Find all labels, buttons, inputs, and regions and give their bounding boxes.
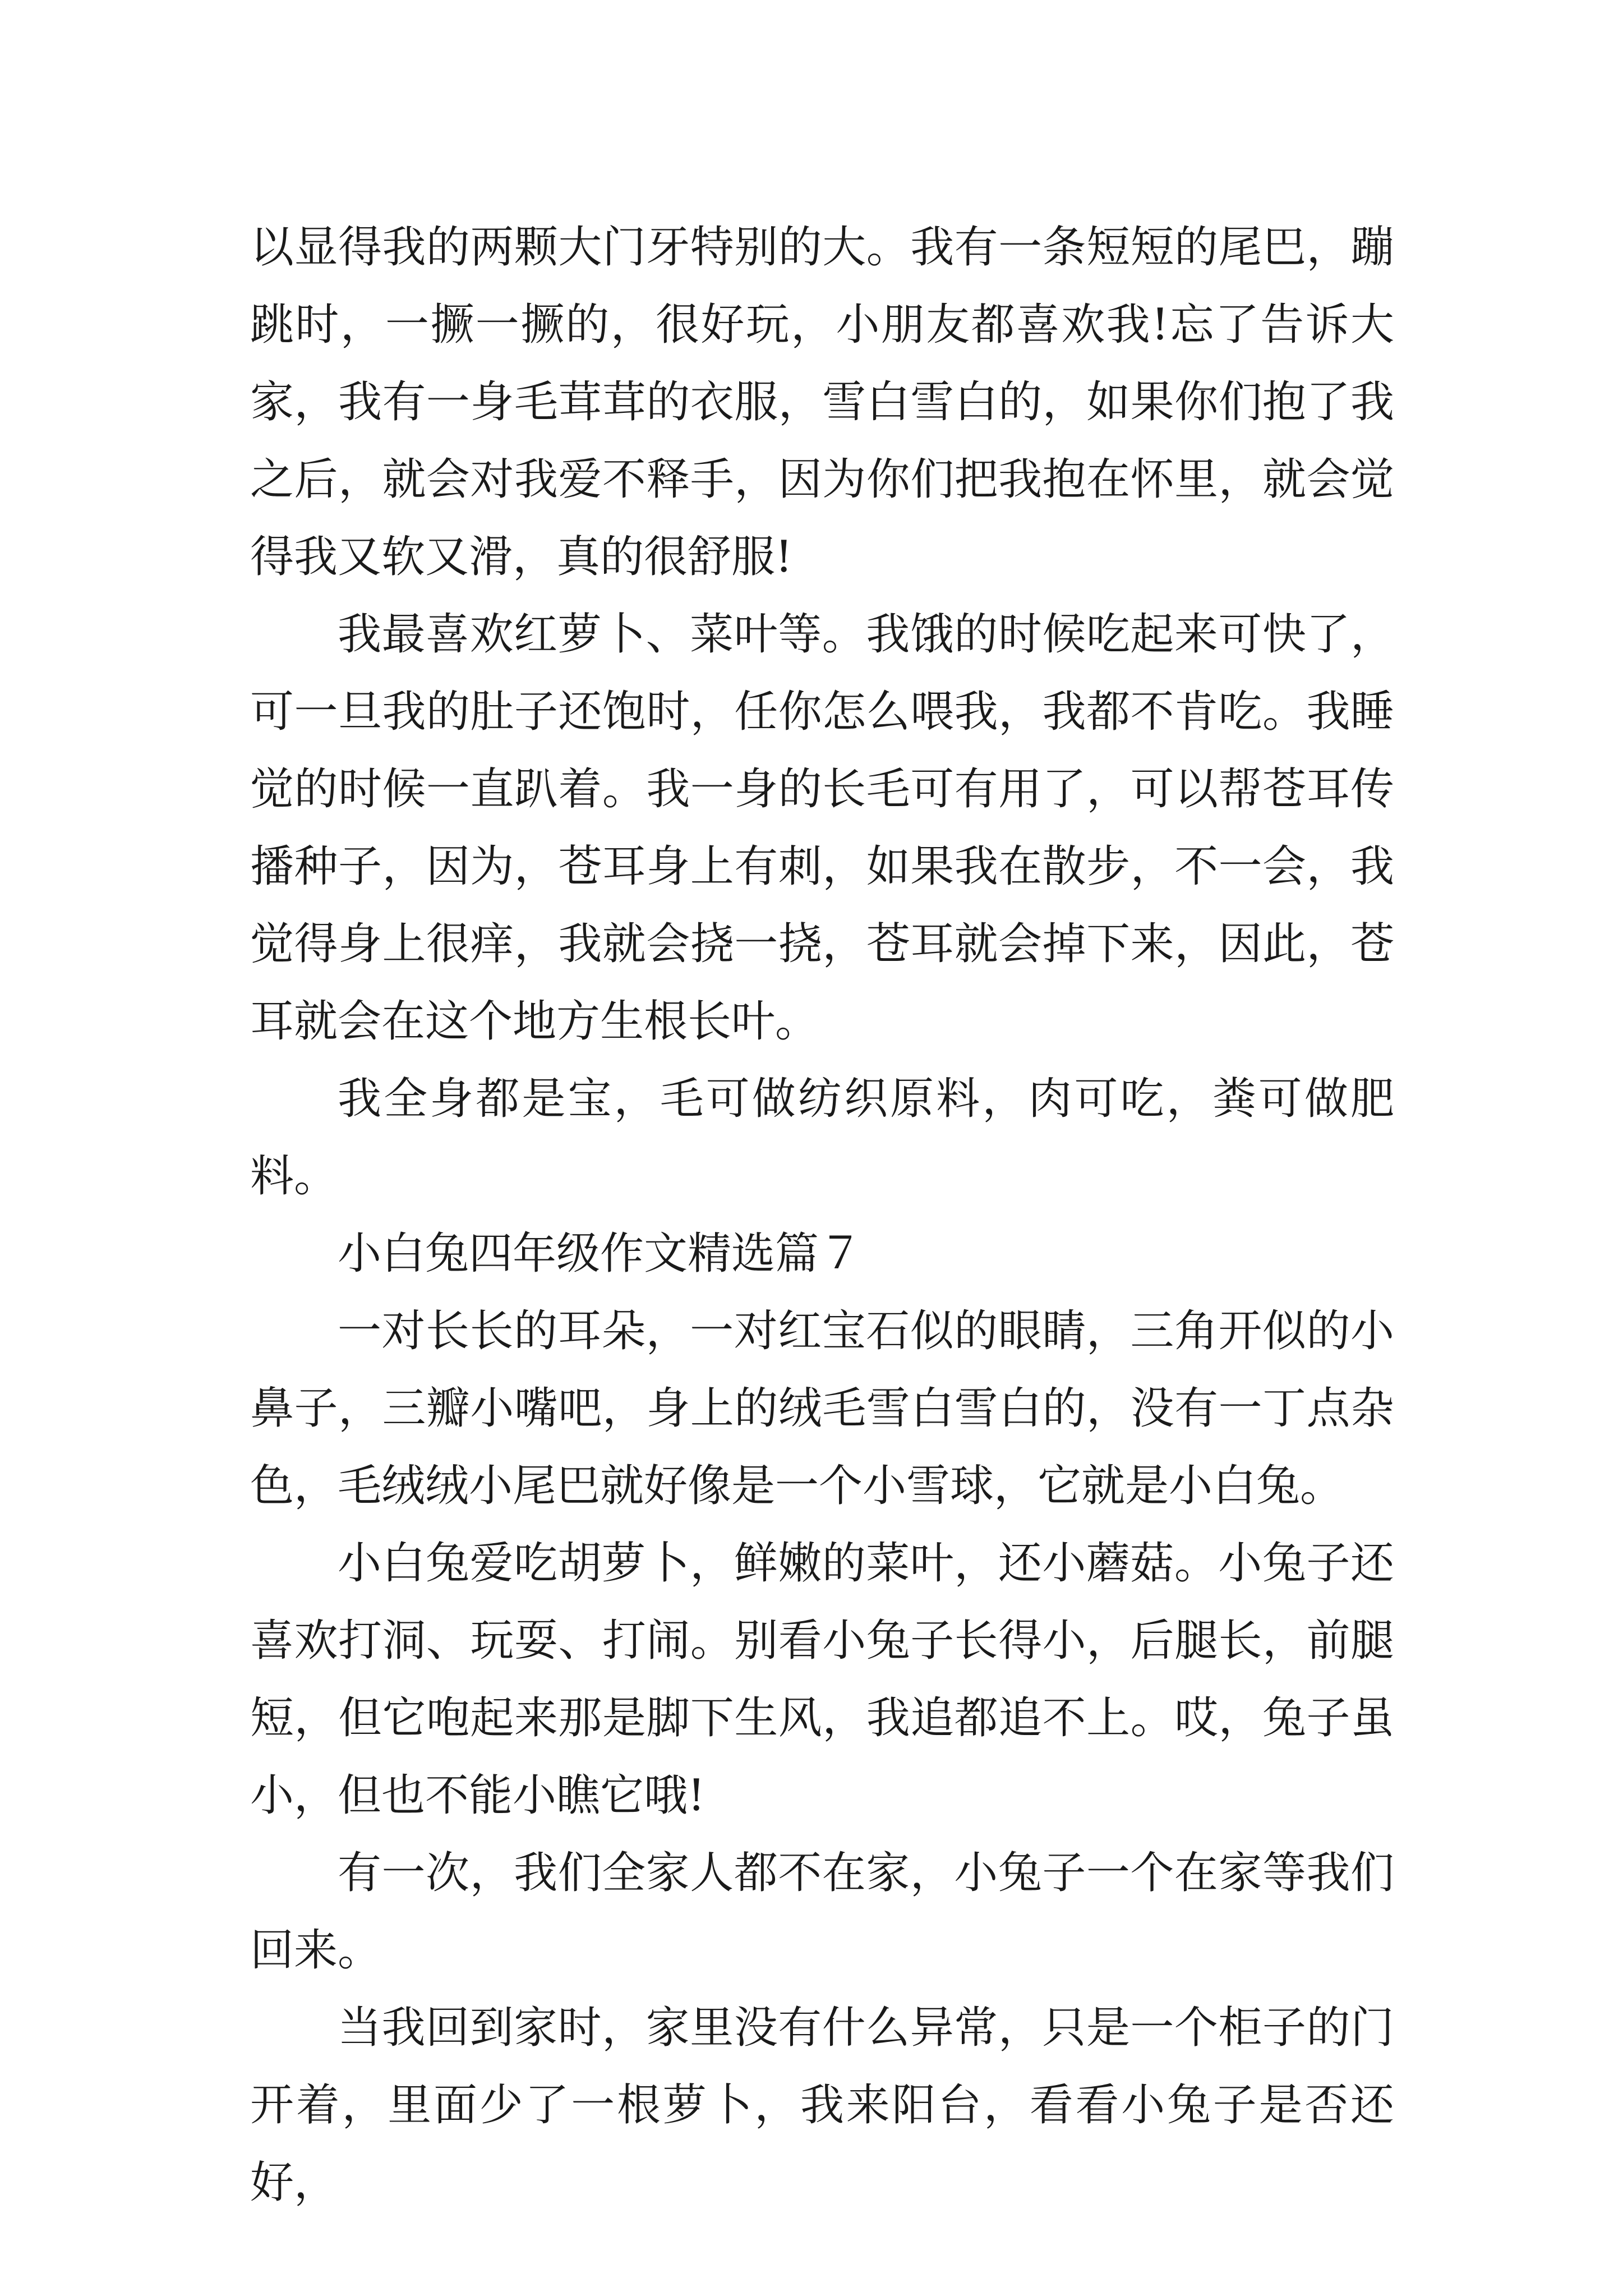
paragraph-6: 有一次，我们全家人都不在家，小兔子一个在家等我们回来。 [250,1848,1394,1976]
paragraph-3: 我全身都是宝，毛可做纺织原料，肉可吃，粪可做肥料。 [250,1074,1394,1202]
essay-body [250,209,1394,2221]
paragraph-5: 小白兔爱吃胡萝卜，鲜嫩的菜叶，还小蘑菇。小兔子还喜欢打洞、玩耍、打闹。别看小兔子长得小，后腿长，前腿短，但它咆起来那是脚下生风，我追都追不上。哎，兔子虽小，但也不能小瞧它哦! [250,1538,1394,1821]
paragraph-1: 以显得我的两颗大门牙特别的大。我有一条短短的尾巴，蹦跳时，一撅一撅的，很好玩，小朋友都喜欢我!忘了告诉大家，我有一身毛茸茸的衣服，雪白雪白的，如果你们抱了我之后，就会对我爱不释手，因为你们把我抱在怀里，就会觉得我又软又滑，真的很舒服! [250,222,1394,582]
paragraph-7: 当我回到家时，家里没有什么异常，只是一个柜子的门开着，里面少了一根萝卜，我来阳台，看看小兔子是否还好， [250,2003,1394,2208]
section-heading: 小白兔四年级作文精选篇７ [338,1228,863,1279]
paragraph-2: 我最喜欢红萝卜、菜叶等。我饿的时候吃起来可快了，可一旦我的肚子还饱时，任你怎么喂我，我都不肯吃。我睡觉的时候一直趴着。我一身的长毛可有用了，可以帮苍耳传播种子，因为，苍耳身上有刺，如果我在散步，不一会，我觉得身上很痒，我就会挠一挠，苍耳就会掉下来，因此，苍耳就会在这个地方生根长叶。 [250,609,1394,1047]
paragraph-4: 一对长长的耳朵，一对红宝石似的眼睛，三角开似的小鼻子，三瓣小嘴吧，身上的绒毛雪白雪白的，没有一丁点杂色，毛绒绒小尾巴就好像是一个小雪球，它就是小白兔。 [250,1306,1394,1511]
